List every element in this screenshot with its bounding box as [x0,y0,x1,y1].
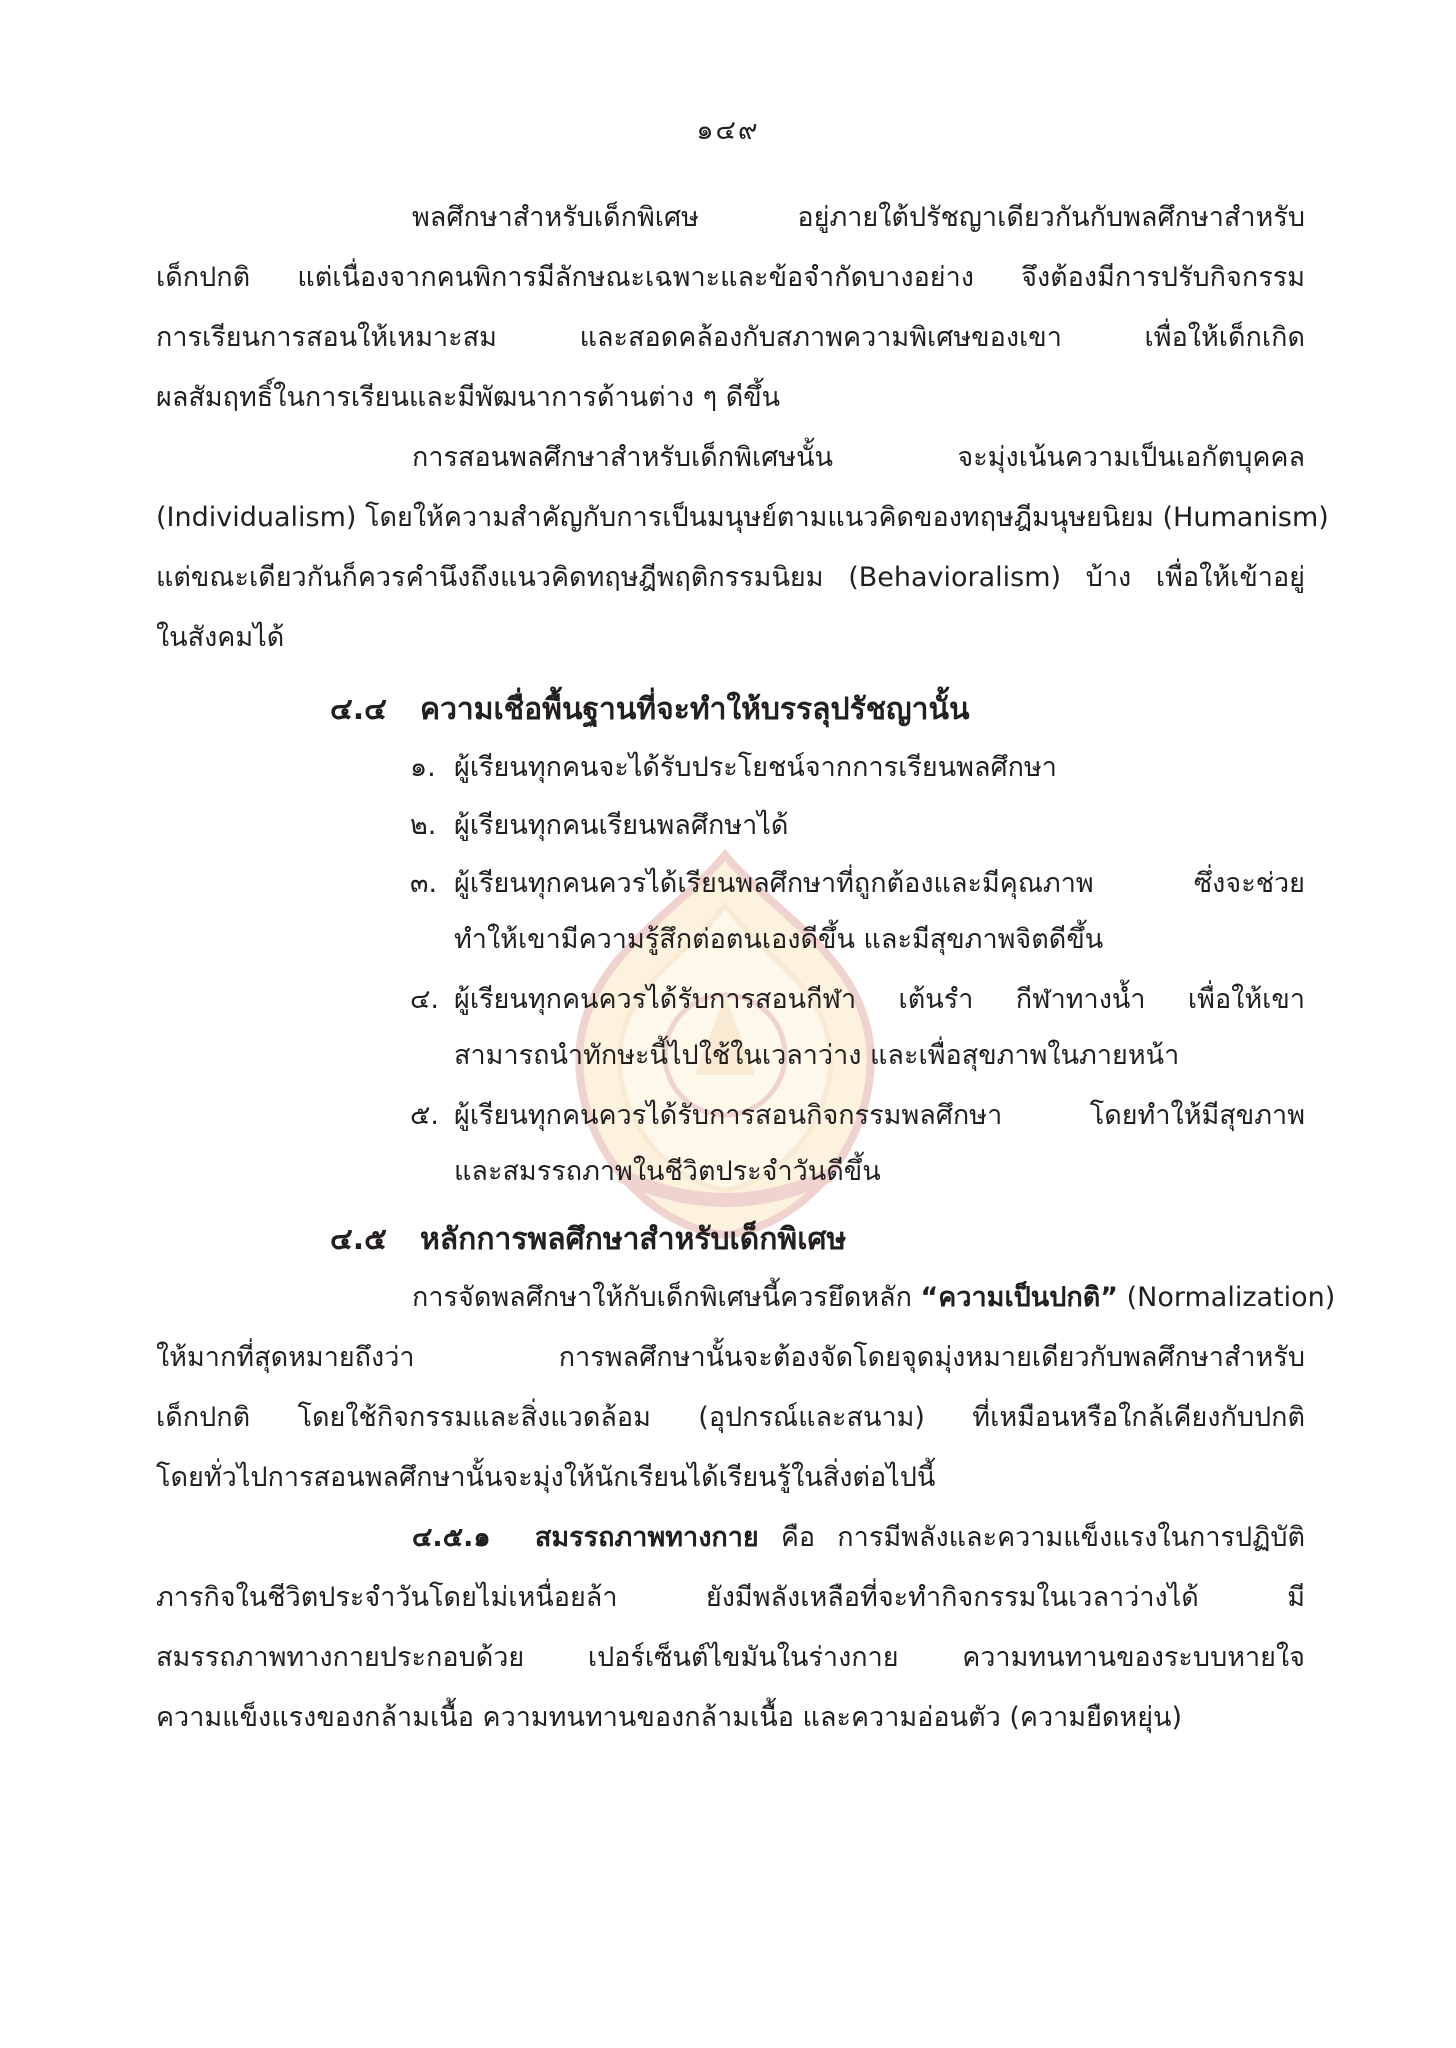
list-item-text: ผู้เรียนทุกคนควรได้รับการสอนกีฬา เต้นรำ กีฬาทางน้ำ เพื่อให้เขา [454,984,1305,1015]
intro-line-3: การเรียนการสอนให้เหมาะสม และสอดคล้องกับสภาพความพิเศษของเขา เพื่อให้เด็กเกิด [156,322,1305,353]
list-item [410,806,1310,846]
para2-line-1: การสอนพลศึกษาสำหรับเด็กพิเศษนั้น จะมุ่งเน้นความเป็นเอกัตบุคคล [412,442,1305,473]
list-item-number: ๒. [410,810,437,841]
list-item-text: ผู้เรียนทุกคนควรได้เรียนพลศึกษาที่ถูกต้องและมีคุณภาพ ซึ่งจะช่วย [454,868,1305,899]
para2-line-2: (Individualism) โดยให้ความสำคัญกับการเป็นมนุษย์ตามแนวคิดของทฤษฎีมนุษยนิยม (Humanism) [156,502,1329,533]
section-4-5-heading [330,1218,846,1262]
list-item-number: ๕. [410,1100,440,1131]
paragraph-text: (Normalization) [1118,1282,1336,1313]
intro-line-2: เด็กปกติ แต่เนื่องจากคนพิการมีลักษณะเฉพาะและข้อจำกัดบางอย่าง จึงต้องมีการปรับกิจกรรม [156,262,1305,293]
list-item [410,748,1310,788]
section-4-5-line-3: เด็กปกติ โดยใช้กิจกรรมและสิ่งแวดล้อม (อุปกรณ์และสนาม) ที่เหมือนหรือใกล้เคียงกับปกติ [156,1402,1305,1433]
section-4-5-1-line-1 [412,1518,1305,1558]
subsection-title: สมรรถภาพทางกาย [534,1522,759,1553]
section-number: ๔.๔ [330,692,387,727]
section-4-5-line-4: โดยทั่วไปการสอนพลศึกษานั้นจะมุ่งให้นักเรียนได้เรียนรู้ในสิ่งต่อไปนี้ [156,1462,936,1493]
section-4-5-line-2: ให้มากที่สุดหมายถึงว่า การพลศึกษานั้นจะต้องจัดโดยจุดมุ่งหมายเดียวกับพลศึกษาสำหรับ [156,1342,1305,1373]
list-item-text: ผู้เรียนทุกคนควรได้รับการสอนกิจกรรมพลศึกษา โดยทำให้มีสุขภาพ [454,1100,1305,1131]
section-title: หลักการพลศึกษาสำหรับเด็กพิเศษ [420,1222,847,1257]
para2-line-4: ในสังคมได้ [156,622,285,653]
section-4-5-line-1 [412,1278,1336,1318]
section-4-5-1-line-2: ภารกิจในชีวิตประจำวันโดยไม่เหนื่อยล้า ยังมีพลังเหลือที่จะทำกิจกรรมในเวลาว่างได้ มี [156,1582,1305,1613]
paragraph-text: คือ การมีพลังและความแข็งแรงในการปฏิบัติ [758,1522,1305,1553]
intro-line-4: ผลสัมฤทธิ์ในการเรียนและมีพัฒนาการด้านต่าง ๆ ดีขึ้น [156,382,781,413]
normalization-term: “ความเป็นปกติ” [920,1282,1119,1313]
list-item-text: ผู้เรียนทุกคนจะได้รับประโยชน์จากการเรียนพลศึกษา [454,752,1057,783]
page-number: ๑๔๙ [696,115,760,146]
paragraph-text: การจัดพลศึกษาให้กับเด็กพิเศษนี้ควรยึดหลัก [412,1282,921,1313]
list-item-text: ทำให้เขามีความรู้สึกต่อตนเองดีขึ้น และมีสุขภาพจิตดีขึ้น [454,924,1104,955]
list-item-text: และสมรรถภาพในชีวิตประจำวันดีขึ้น [454,1156,881,1187]
list-item-number: ๓. [410,868,438,899]
list-item [410,1096,1305,1196]
para2-line-3: แต่ขณะเดียวกันก็ควรคำนึงถึงแนวคิดทฤษฎีพฤติกรรมนิยม (Behavioralism) บ้าง เพื่อให้เข้าอยู่ [156,562,1305,593]
list-item-number: ๑. [410,752,436,783]
list-item [410,980,1305,1080]
list-item-text: สามารถนำทักษะนี้ไปใช้ในเวลาว่าง และเพื่อสุขภาพในภายหน้า [454,1040,1180,1071]
list-item-number: ๔. [410,984,440,1015]
section-title: ความเชื่อพื้นฐานที่จะทำให้บรรลุปรัชญานั้น [420,692,970,727]
list-item [410,864,1305,964]
intro-line-1: พลศึกษาสำหรับเด็กพิเศษ อยู่ภายใต้ปรัชญาเดียวกันกับพลศึกษาสำหรับ [412,202,1305,233]
subsection-number: ๔.๕.๑ [412,1522,491,1553]
section-number: ๔.๕ [330,1222,387,1257]
section-4-5-1-line-4: ความแข็งแรงของกล้ามเนื้อ ความทนทานของกล้ามเนื้อ และความอ่อนตัว (ความยืดหยุ่น) [156,1702,1183,1733]
section-4-4-heading [330,688,969,732]
list-item-text: ผู้เรียนทุกคนเรียนพลศึกษาได้ [454,810,789,841]
section-4-5-1-line-3: สมรรถภาพทางกายประกอบด้วย เปอร์เซ็นต์ไขมันในร่างกาย ความทนทานของระบบหายใจ [156,1642,1305,1673]
